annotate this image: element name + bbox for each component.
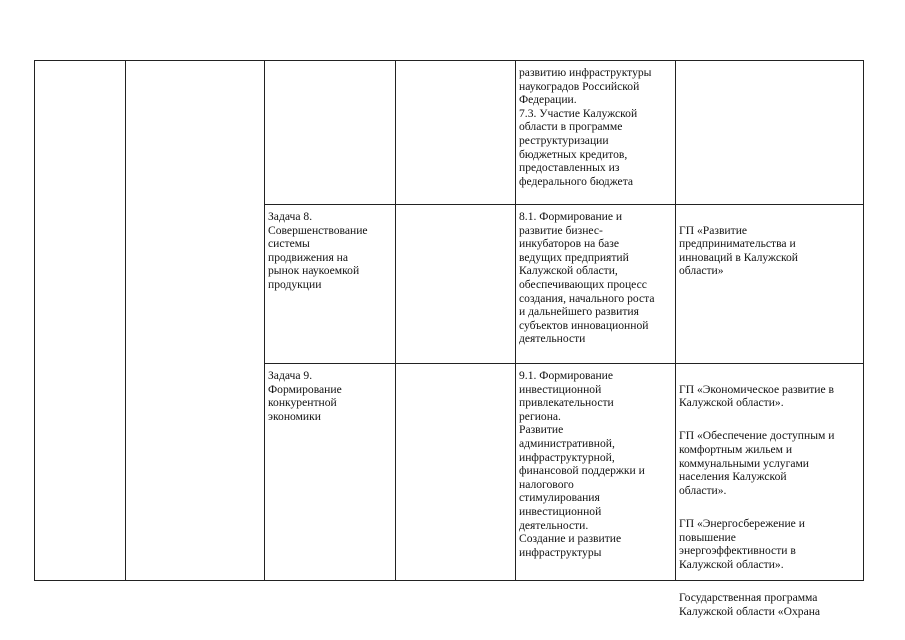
col-divider (34, 60, 35, 581)
col-divider (125, 60, 126, 581)
program-item: ГП «Экономическое развитие в Калужской области». (679, 382, 835, 410)
task-cell: Задача 9. Формирование конкурентной экономики (268, 369, 342, 423)
program-item: ГП «Обеспечение доступным и комфортным жильем и коммунальными услугами населения Калужской области». (679, 429, 835, 497)
col-divider (264, 60, 265, 581)
measure-cell: развитию инфраструктуры наукоградов Российской Федерации. 7.3. Участие Калужской области в программе реструктуризации бюджетных кредитов, предоставленных из федерального бюджета (519, 66, 652, 188)
table-top-border (34, 60, 864, 61)
col-divider (515, 60, 516, 581)
col-divider (395, 60, 396, 581)
program-item: ГП «Энергосбережение и повышение энергоэффективности в Калужской области». (679, 516, 805, 571)
col-divider (675, 60, 676, 581)
measure-cell: 9.1. Формирование инвестиционной привлекательности региона. Развитие административной, инфраструктурной, финансовой поддержки и налогового стимулирования инвестиционной деятельности. Создание и развитие инфраструктуры (519, 369, 645, 559)
program-cell (679, 369, 861, 638)
program-cell (679, 210, 861, 298)
row-divider (264, 363, 864, 364)
col-divider (863, 60, 864, 581)
program-item: Государственная программа Калужской области «Охрана (679, 590, 821, 618)
row-divider (264, 204, 864, 205)
task-cell: Задача 8. Совершенствование системы продвижения на рынок наукоемкой продукции (268, 210, 368, 291)
measure-cell: 8.1. Формирование и развитие бизнес- инкубаторов на базе ведущих предприятий Калужской области, обеспечивающих процесс создания, начального роста и дальнейшего развития субъектов инновационной деятельности (519, 210, 655, 346)
program-item: ГП «Развитие предпринимательства и инноваций в Калужской области» (679, 223, 799, 278)
